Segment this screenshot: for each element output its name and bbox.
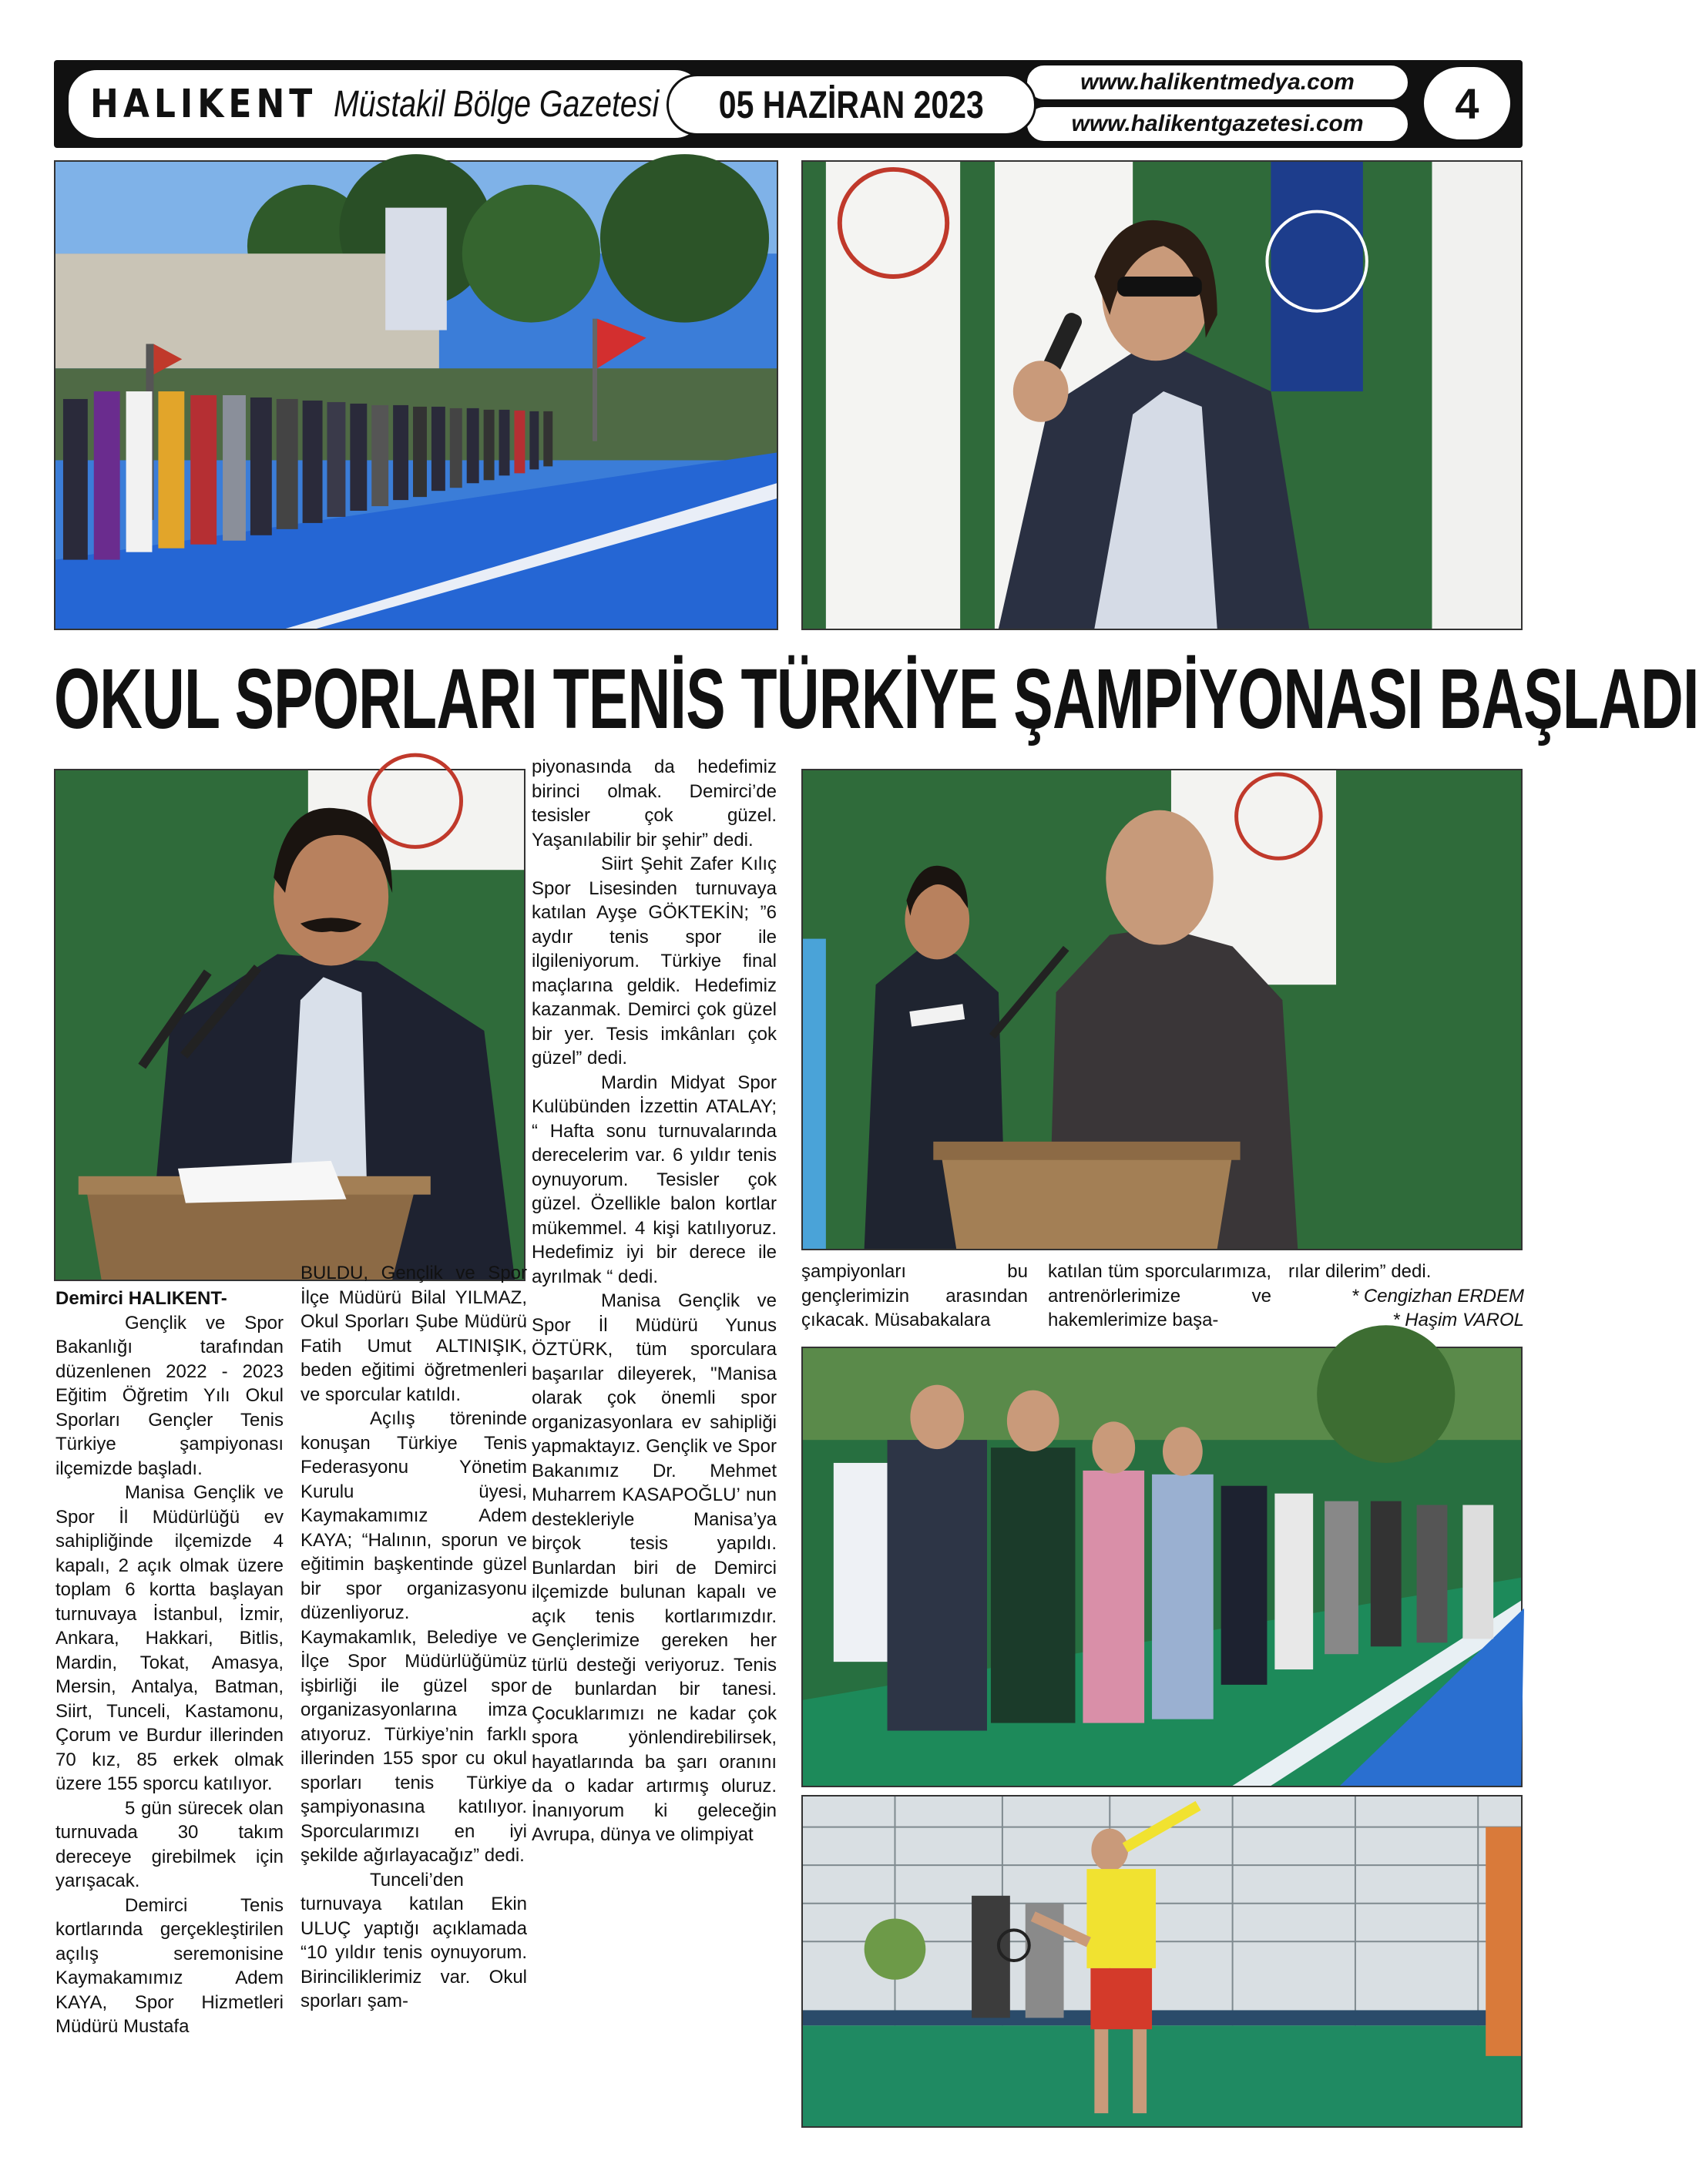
photo-official-lectern (54, 769, 525, 1281)
paragraph: Siirt Şehit Zafer Kılıç Spor Lisesinden turnuvaya katılan Ayşe GÖKTEKİN; ”6 aydır tenis spor ile ilgileniyorum. Türkiye final maçlarına geldik. Hedefimiz kazanmak. Demirci çok güzel bir yer. Tesis imkânları çok güzel” dedi. (532, 854, 777, 1069)
website-url-2[interactable]: www.halikentgazetesi.com (1071, 111, 1364, 136)
paragraph: BULDU, Gençlik ve Spor İlçe Müdürü Bilal YILMAZ, Okul Sporları Şube Müdürü Fatih Umut ALTINIŞIK, beden eğitimi öğretmenleri ve sporcular katıldı. (301, 1263, 527, 1405)
photo-two-speakers (801, 769, 1523, 1250)
paragraph: Manisa Gençlik ve Spor İl Müdürü Yunus ÖZTÜRK, tüm sporculara başarılar dileyerek, "Manisa olarak çok önemli spor organizasyonlara ev sahipliği yapmaktayız. Gençlik ve Spor Bakanımız Dr. Mehmet Muharrem KASAPOĞLU’ nun destekleriyle Manisa’ya birçok tesis yapıldı. Bunlardan biri de Demirci ilçemizde bulunan kapalı ve açık tenis kortlarımızdır. Gençlerimize gereken her türlü desteği veriyoruz. Tenis de bunlardan bir tanesi. Çocuklarımızı ne kadar çok spora yönlendirebilirsek, hayatlarında ba şarı oranını da o kadar artırmış oluruz. İnanıyorum ki geleceğin Avrupa, dünya ve olimpiyat (532, 1290, 777, 1845)
paragraph: Demirci Tenis kortlarında gerçekleştirilen açılış seremonisine Kaymakamımız Adem KAYA, Spor Hizmetleri Müdürü Mustafa (55, 1894, 284, 2037)
url-pill-1[interactable] (1025, 63, 1410, 102)
paragraph: Manisa Gençlik ve Spor İl Müdürlüğü ev sahipliğinde ilçemizde 4 kapalı, 2 açık olmak üzere toplam 6 kortta başlayan turnuvaya İstanbul, İzmir, Ankara, Hakkari, Bitlis, Mardin, Tokat, Amasya, Mersin, Antalya, Batman, Siirt, Tunceli, Kastamonu, Çorum ve Burdur illerinden 70 kız, 85 erkek olmak üzere 155 sporcu katılıyor. (55, 1482, 284, 1794)
photo-students-lineup (54, 160, 778, 630)
reporter-credit-1: * Cengizhan ERDEM (1351, 1285, 1524, 1307)
paragraph: Gençlik ve Spor Bakanlığı tarafından düzenlenen 2022 - 2023 Eğitim Öğretim Yılı Okul Sporları Gençler Tenis Türkiye şampiyonası ilçemizde başladı. (55, 1312, 284, 1479)
article-column-4b (1048, 1260, 1271, 1333)
photo-officials-court (801, 1347, 1523, 1787)
headline-text: OKUL SPORLARI TENİS TÜRKİYE ŞAMPİYONASI BAŞLADI (54, 652, 1699, 746)
website-url-1[interactable]: www.halikentmedya.com (1080, 69, 1355, 95)
paragraph: şampiyonları bu gençlerimizin arasından çıkacak. Müsabakalara (801, 1261, 1028, 1330)
brand-tagline: Müstakil Bölge Gazetesi (334, 83, 660, 125)
photo-tennis-player (801, 1795, 1523, 2128)
paragraph: katılan tüm sporcularımıza, antrenörlerimize ve hakemlerimize başa- (1048, 1261, 1271, 1330)
url-pill-2[interactable] (1025, 105, 1410, 143)
paragraph: Tunceli’den turnuvaya katılan Ekin ULUÇ yaptığı açıklamada “10 yıldır tenis oynuyorum. Birinciliklerimiz var. Okul sporları şam- (301, 1869, 527, 2011)
article-column-4a (801, 1260, 1028, 1333)
paragraph: piyonasında da hedefimiz birinci olmak. Demirci’de tesisler çok güzel. Yaşanılabilir bir şehir” dedi. (532, 757, 777, 850)
paragraph: 5 gün sürecek olan turnuvada 30 takım dereceye girebilmek için yarışacak. (55, 1797, 284, 1891)
article-column-1 (55, 1287, 284, 2039)
paragraph: Açılış töreninde konuşan Türkiye Tenis Federasyonu Yönetim Kurulu üyesi, Kaymakamımız Adem KAYA; “Halının, sporun ve eğitimin başkentinde güzel bir spor organizasyonu düzenliyoruz. Kaymakamlık, Belediye ve İlçe Spor Müdürlüğümüz işbirliği ile güzel spor organizasyonlarına imza atıyoruz. Türkiye’nin farklı illerinden 155 spor cu okul sporları tenis Türkiye şampiyonasına katılıyor. Sporcularımızı en iyi şekilde ağırlayacağız” dedi. (301, 1408, 527, 1866)
reporter-credit-2: * Haşim VAROL (1392, 1310, 1524, 1330)
brand-name: HALIKENT (90, 81, 317, 127)
photo-speaker-sunglasses (801, 160, 1523, 630)
article-column-3 (532, 755, 777, 1847)
article-column-4c (1288, 1260, 1524, 1333)
masthead (54, 60, 1523, 148)
brand-pill (66, 68, 706, 140)
date-pill (667, 74, 1036, 136)
dateline: Demirci HALIKENT- (55, 1288, 227, 1309)
headline (54, 646, 1699, 753)
issue-date: 05 HAZİRAN 2023 (718, 83, 985, 126)
paragraph: Mardin Midyat Spor Kulübünden İzzettin ATALAY; “ Hafta sonu turnuvalarında derecelerim var. 6 yıldır tenis oynuyorum. Tesisler çok güzel. Özellikle balon kortlar mükemmel. 4 kişi katılıyoruz. Hedefimiz iyi bir derece ile ayrılmak “ dedi. (532, 1072, 777, 1287)
page-number-badge (1422, 65, 1513, 142)
page-number: 4 (1455, 79, 1479, 128)
paragraph: rılar dilerim” dedi. (1288, 1261, 1432, 1282)
article-column-2 (301, 1261, 527, 2014)
